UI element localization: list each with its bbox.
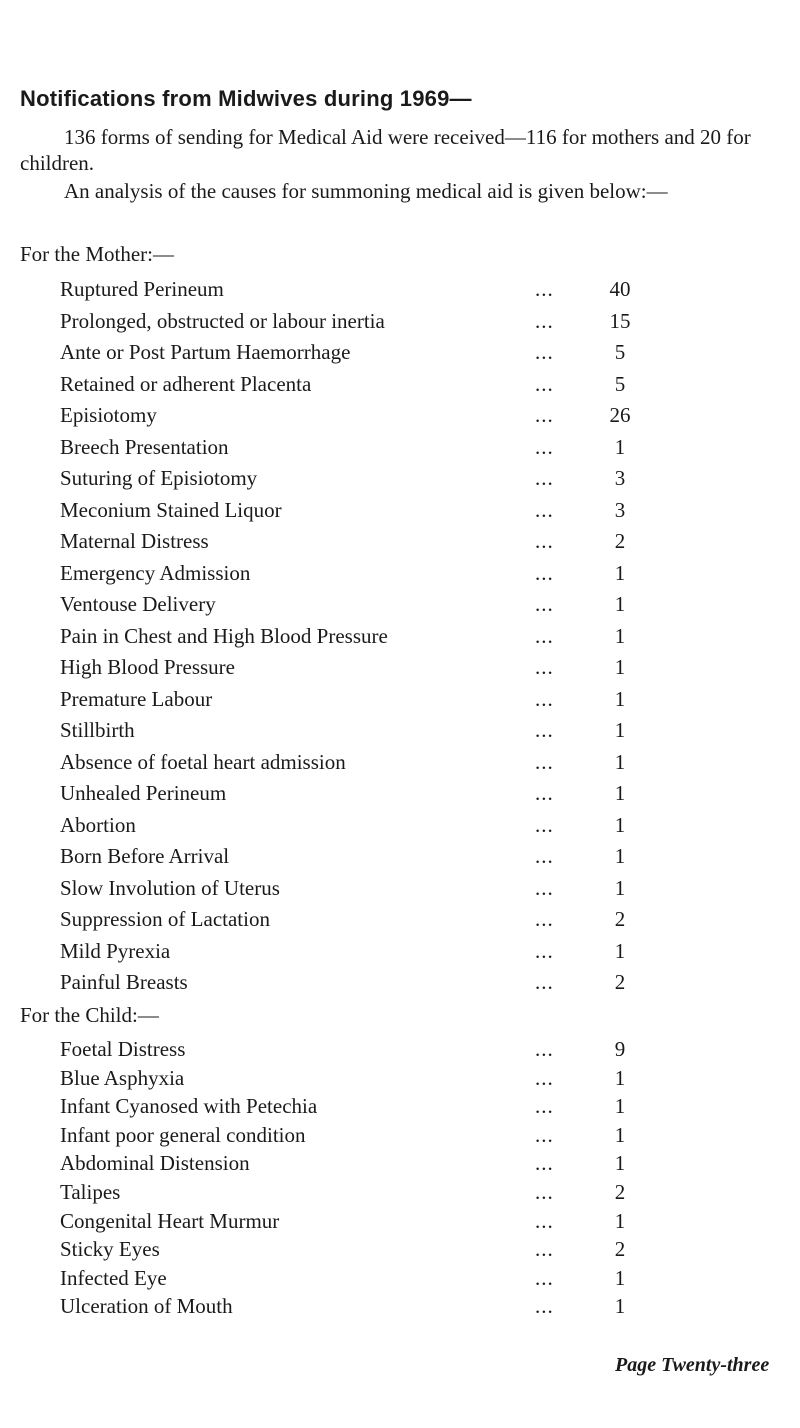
list-item [60, 592, 640, 622]
cause-count: 1 [614, 1094, 626, 1119]
leader-dots: ... [535, 1094, 554, 1119]
cause-label: Episiotomy [60, 403, 157, 427]
list-item [60, 1237, 640, 1267]
leader-dots: ... [535, 560, 554, 585]
cause-label: Maternal Distress [60, 529, 209, 553]
list-item [60, 1094, 640, 1124]
cause-count: 40 [609, 277, 631, 301]
leader-dots: ... [535, 686, 554, 711]
cause-label: Talipes [60, 1180, 121, 1204]
leader-dots: ... [535, 592, 554, 616]
list-item [60, 781, 640, 811]
leader-dots: ... [535, 1265, 554, 1290]
list-item [60, 750, 640, 780]
list-item [60, 309, 640, 339]
leader-dots: ... [535, 844, 554, 868]
cause-label: Congenital Heart Murmur [60, 1208, 280, 1233]
cause-label: Ante or Post Partum Haemorrhage [60, 340, 351, 364]
cause-label: Sticky Eyes [60, 1237, 160, 1262]
cause-count: 1 [614, 655, 626, 679]
cause-count: 9 [614, 1037, 626, 1061]
list-item [60, 340, 640, 370]
list-item [60, 277, 640, 307]
leader-dots: ... [535, 497, 554, 522]
mother-section-label: For the Mother:— [20, 242, 174, 266]
leader-dots: ... [535, 1037, 554, 1061]
cause-label: Suppression of Lactation [60, 907, 270, 931]
list-item [60, 1180, 640, 1210]
leader-dots: ... [535, 434, 554, 459]
cause-count: 1 [614, 844, 626, 868]
cause-label: Infant Cyanosed with Petechia [60, 1094, 318, 1119]
leader-dots: ... [535, 308, 554, 333]
cause-label: Abortion [60, 812, 136, 837]
cause-count: 1 [614, 1151, 626, 1176]
leader-dots: ... [535, 907, 554, 931]
cause-count: 2 [614, 907, 626, 931]
cause-label: Unhealed Perineum [60, 781, 227, 805]
cause-label: Abdominal Distension [60, 1151, 250, 1176]
list-item [60, 624, 640, 654]
leader-dots: ... [535, 277, 554, 301]
leader-dots: ... [535, 1294, 554, 1319]
intro-paragraph: 136 forms of sending for Medical Aid were received—116 for mothers and 20 for children. [20, 125, 751, 175]
cause-count: 1 [614, 875, 626, 900]
list-item [60, 529, 640, 559]
page-heading: Notifications from Midwives during 1969— [20, 86, 472, 111]
cause-label: Painful Breasts [60, 970, 188, 994]
cause-label: Meconium Stained Liquor [60, 497, 282, 522]
leader-dots: ... [535, 812, 554, 837]
leader-dots: ... [535, 875, 554, 900]
cause-label: Absence of foetal heart admission [60, 749, 346, 774]
cause-label: Ulceration of Mouth [60, 1294, 233, 1319]
list-item [60, 403, 640, 433]
cause-count: 1 [614, 718, 626, 742]
list-item [60, 466, 640, 496]
leader-dots: ... [535, 623, 554, 648]
list-item [60, 718, 640, 748]
leader-dots: ... [535, 1151, 554, 1176]
cause-count: 1 [614, 560, 626, 585]
child-section-label: For the Child:— [20, 1003, 159, 1027]
cause-label: Prolonged, obstructed or labour inertia [60, 308, 385, 333]
cause-count: 2 [614, 1180, 626, 1204]
cause-count: 1 [614, 1265, 626, 1290]
cause-label: Infant poor general condition [60, 1122, 306, 1147]
cause-count: 1 [614, 812, 626, 837]
cause-count: 2 [614, 529, 626, 553]
cause-label: Born Before Arrival [60, 844, 230, 868]
list-item [60, 1066, 640, 1096]
leader-dots: ... [535, 340, 554, 364]
leader-dots: ... [535, 655, 554, 679]
list-item [60, 561, 640, 591]
page-footer: Page Twenty-three [615, 1354, 770, 1376]
list-item [60, 1209, 640, 1239]
cause-label: Suturing of Episiotomy [60, 466, 258, 490]
leader-dots: ... [535, 1208, 554, 1233]
list-item [60, 435, 640, 465]
cause-count: 1 [614, 623, 626, 648]
list-item [60, 939, 640, 969]
cause-count: 1 [614, 434, 626, 459]
cause-count: 1 [614, 686, 626, 711]
cause-count: 15 [609, 308, 631, 333]
cause-label: Stillbirth [60, 718, 135, 742]
cause-count: 1 [614, 1065, 626, 1090]
leader-dots: ... [535, 403, 554, 427]
list-item [60, 907, 640, 937]
cause-label: Ventouse Delivery [60, 592, 216, 616]
list-item [60, 1151, 640, 1181]
cause-label: Mild Pyrexia [60, 938, 171, 963]
list-item [60, 1294, 640, 1324]
list-item [60, 498, 640, 528]
cause-label: Ruptured Perineum [60, 277, 224, 301]
cause-count: 5 [614, 371, 626, 396]
list-item [60, 687, 640, 717]
leader-dots: ... [535, 466, 554, 490]
cause-count: 1 [614, 781, 626, 805]
list-item [60, 1266, 640, 1296]
analysis-paragraph: An analysis of the causes for summoning medical aid is given below:— [64, 179, 668, 203]
list-item [60, 1037, 640, 1067]
cause-count: 3 [614, 497, 626, 522]
leader-dots: ... [535, 1237, 554, 1262]
cause-label: Infected Eye [60, 1265, 167, 1290]
leader-dots: ... [535, 938, 554, 963]
leader-dots: ... [535, 371, 554, 396]
cause-count: 5 [614, 340, 626, 364]
leader-dots: ... [535, 970, 554, 994]
cause-count: 1 [614, 938, 626, 963]
list-item [60, 876, 640, 906]
list-item [60, 970, 640, 1000]
cause-label: Pain in Chest and High Blood Pressure [60, 623, 388, 648]
leader-dots: ... [535, 718, 554, 742]
cause-count: 1 [614, 592, 626, 616]
cause-label: High Blood Pressure [60, 655, 235, 679]
cause-count: 3 [614, 466, 626, 490]
list-item [60, 372, 640, 402]
cause-label: Breech Presentation [60, 434, 229, 459]
leader-dots: ... [535, 1180, 554, 1204]
list-item [60, 1123, 640, 1153]
list-item [60, 813, 640, 843]
cause-count: 1 [614, 749, 626, 774]
cause-label: Emergency Admission [60, 560, 251, 585]
leader-dots: ... [535, 1065, 554, 1090]
cause-count: 1 [614, 1122, 626, 1147]
cause-count: 2 [614, 1237, 626, 1262]
cause-count: 26 [609, 403, 631, 427]
cause-label: Premature Labour [60, 686, 213, 711]
cause-count: 2 [614, 970, 626, 994]
leader-dots: ... [535, 781, 554, 805]
list-item [60, 844, 640, 874]
cause-count: 1 [614, 1208, 626, 1233]
leader-dots: ... [535, 1122, 554, 1147]
cause-count: 1 [614, 1294, 626, 1319]
list-item [60, 655, 640, 685]
cause-label: Retained or adherent Placenta [60, 371, 312, 396]
cause-label: Slow Involution of Uterus [60, 875, 280, 900]
leader-dots: ... [535, 749, 554, 774]
leader-dots: ... [535, 529, 554, 553]
cause-label: Foetal Distress [60, 1037, 186, 1061]
cause-label: Blue Asphyxia [60, 1065, 185, 1090]
